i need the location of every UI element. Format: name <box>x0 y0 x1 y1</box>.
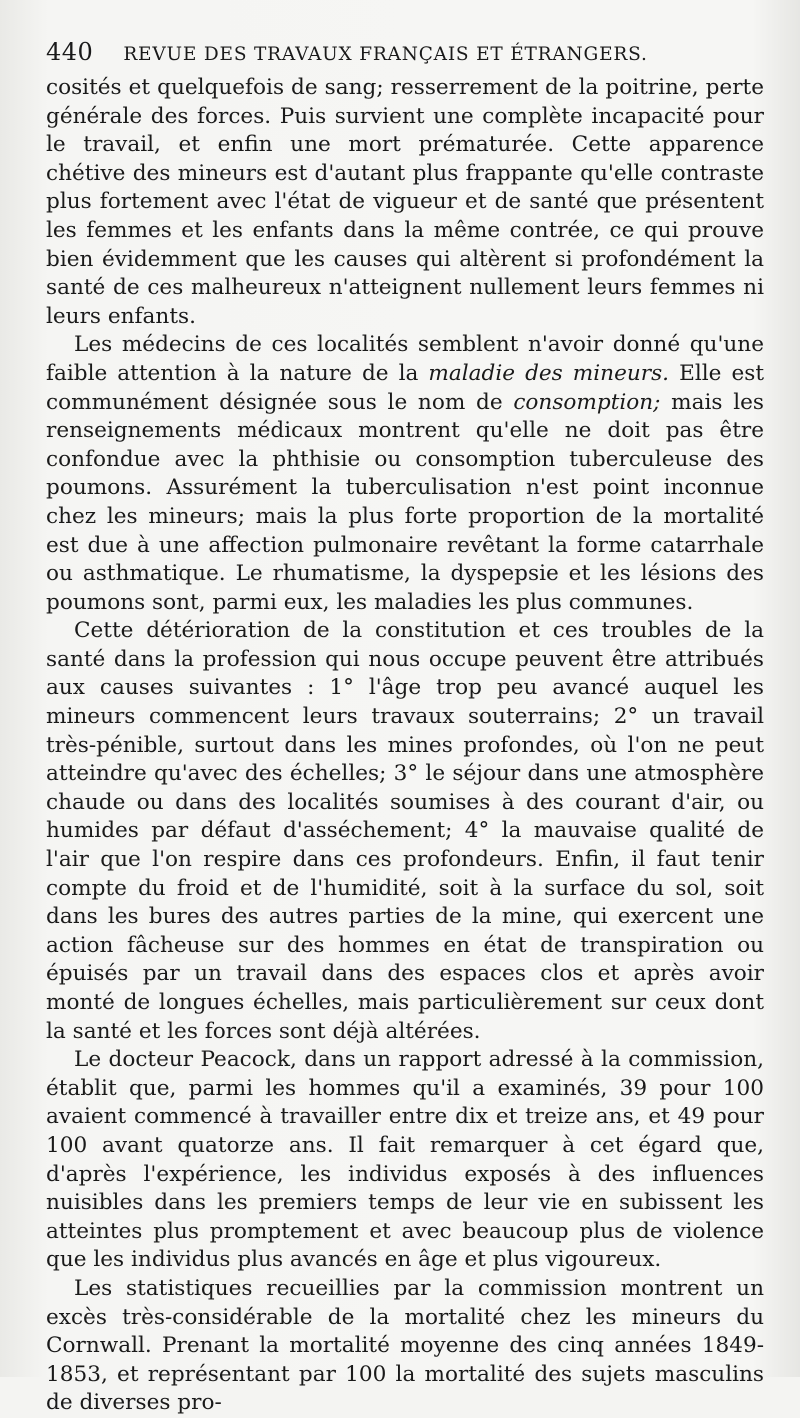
italic-term-consomption: consomption; <box>513 389 661 415</box>
page-number: 440 <box>46 38 94 66</box>
paragraph-2-text-a: Les médecins de ces localités semblent n'avoir donné qu'une faible attention à la nature de la <box>46 332 764 386</box>
paragraph-5: Les statistiques recueillies par la commission montrent un excès très-considérable de la mortalité chez les mineurs du Cornwall. Prenant la mortalité moyenne des cinq années 1849-1853, et représentant par 100 la mortalité des sujets masculins de diverses pro- <box>46 1275 764 1416</box>
paragraph-3: Cette détérioration de la constitution et ces troubles de la santé dans la profession qui nous occupe peuvent être attribués aux causes suivantes : 1° l'âge trop peu avancé auquel les mineurs commencent leurs travaux souterrains; 2° un travail très-pénible, surtout dans les mines profondes, où l'on ne peut atteindre qu'avec des échelles; 3° le séjour dans une atmosphère chaude ou dans des localités soumises à des courant d'air, ou humides par défaut d'asséchement; 4° la mauvaise qualité de l'air que l'on respire dans ces profondeurs. Enfin, il faut tenir compte du froid et de l'humidité, soit à la surface du sol, soit dans les bures des autres parties de la mine, qui exercent une action fâcheuse sur des hommes en état de transpiration ou épuisés par un travail dans des espaces clos et après avoir monté de longues échelles, mais particulièrement sur ceux dont la santé et les forces sont déjà altérées. <box>46 618 764 1044</box>
paragraph-2 <box>46 331 764 617</box>
paragraph-2-text-c: mais les renseignements médicaux montrent qu'elle ne doit pas être confondue avec la phthisie ou consomption tuberculeuse des poumons. Assurément la tuberculisation n'est point inconnue chez les mineurs; mais la plus forte proportion de la mortalité est due à une affection pulmonaire revêtant la forme catarrhale ou asthmatique. Le rhumatisme, la dyspepsie et les lésions des poumons sont, parmi eux, les maladies les plus communes. <box>46 389 764 615</box>
running-title: REVUE DES TRAVAUX FRANÇAIS ET ÉTRANGERS. <box>123 44 648 65</box>
running-header <box>46 38 764 66</box>
body-text <box>46 74 764 1418</box>
paragraph-2-text-b: Elle est communément désignée sous le nom de <box>46 360 765 415</box>
italic-term-maladie: maladie des mineurs. <box>428 360 670 386</box>
paragraph-1: cosités et quelquefois de sang; resserrement de la poitrine, perte générale des forces. Puis survient une complète incapacité pour le travail, et enfin une mort prématurée. Cette apparence chétive des mineurs est d'autant plus frappante qu'elle contraste plus fortement avec l'état de vigueur et de santé que présentent les femmes et les enfants dans la même contrée, ce qui prouve bien évidemment que les causes qui altèrent si profondément la santé de ces malheureux n'atteignent nullement leurs femmes ni leurs enfants. <box>46 75 764 329</box>
paragraph-4: Le docteur Peacock, dans un rapport adressé à la commission, établit que, parmi les hommes qu'il a examinés, 39 pour 100 avaient commencé à travailler entre dix et treize ans, et 49 pour 100 avant quatorze ans. Il fait remarquer à cet égard que, d'après l'expérience, les individus exposés à des influences nuisibles dans les premiers temps de leur vie en subissent les atteintes plus promptement et avec beaucoup plus de violence que les individus plus avancés en âge et plus vigoureux. <box>46 1047 764 1273</box>
